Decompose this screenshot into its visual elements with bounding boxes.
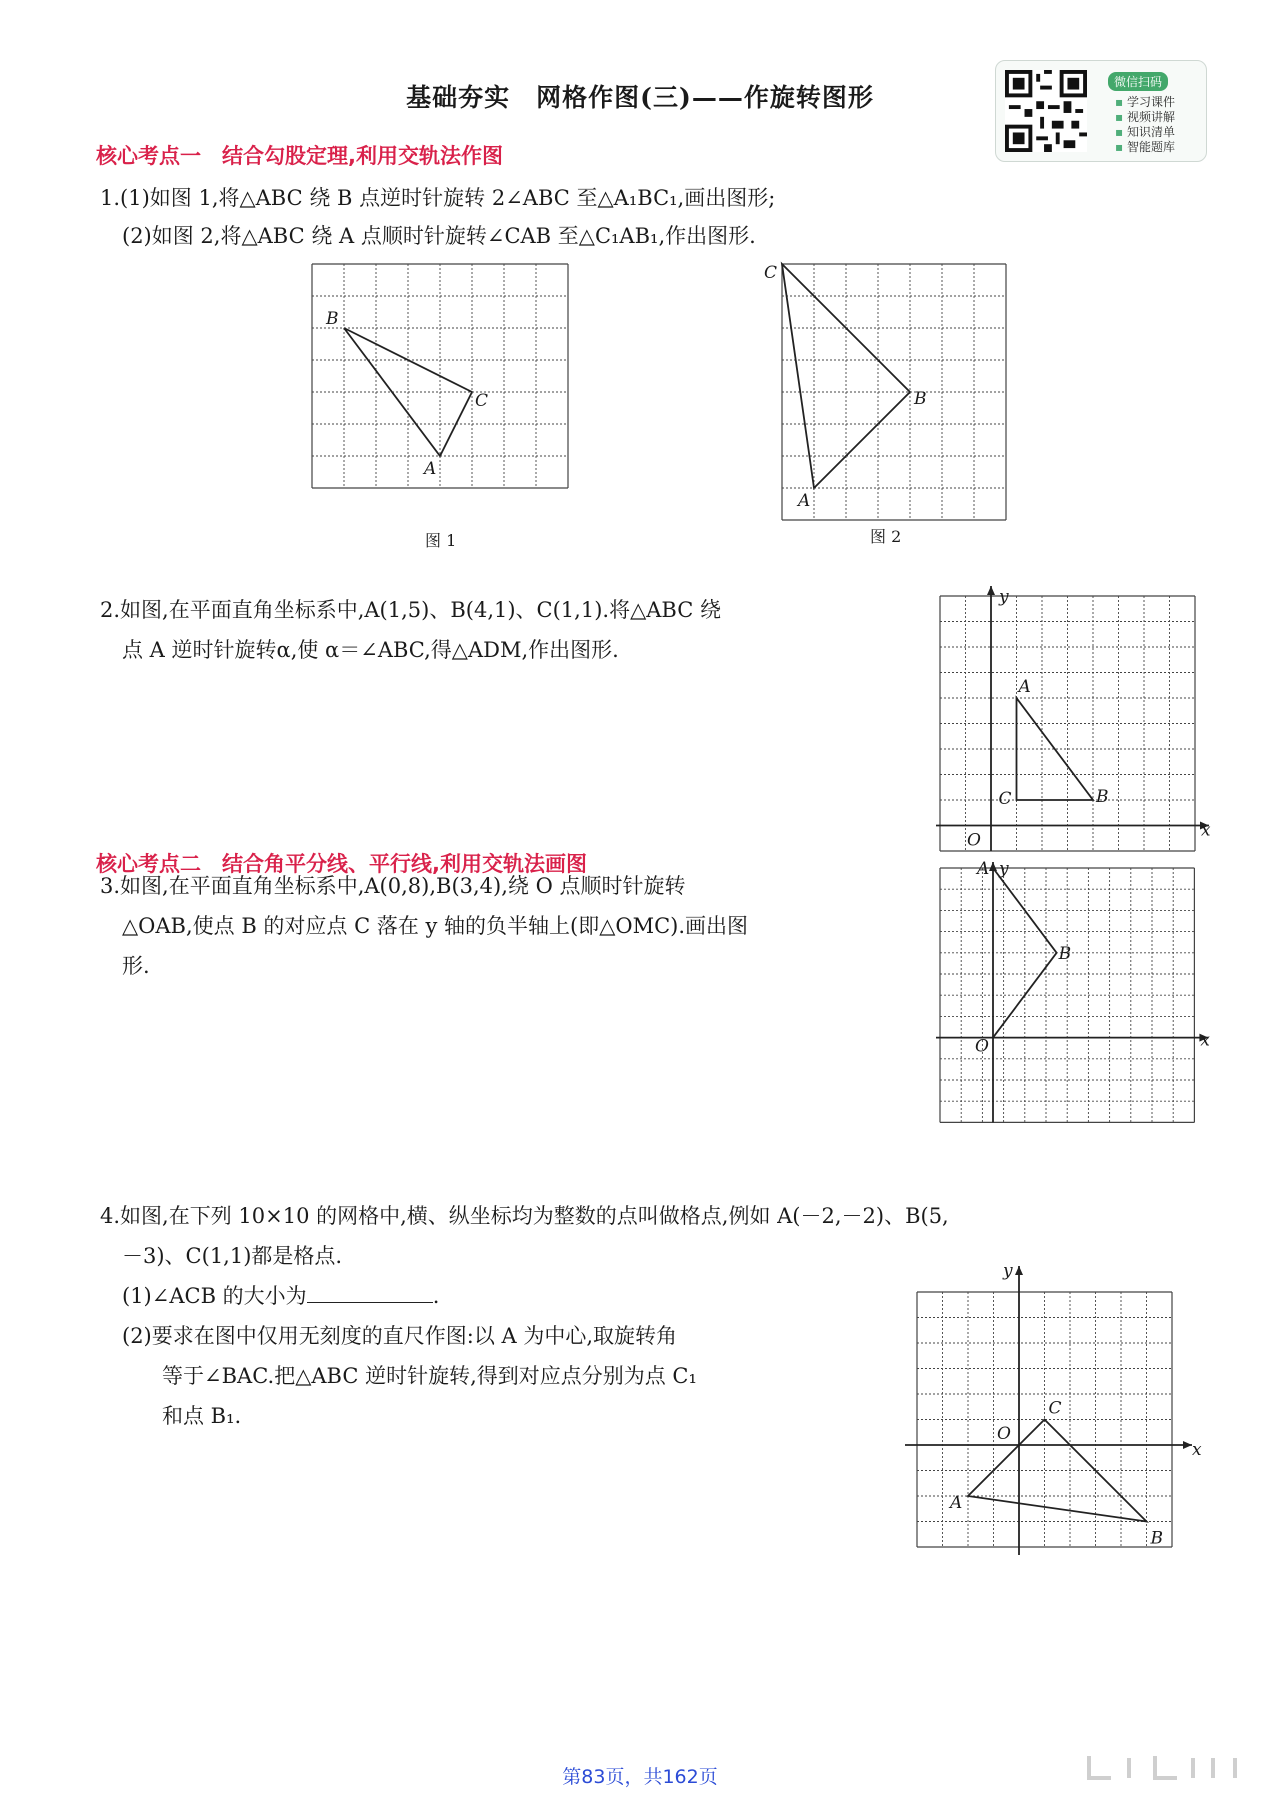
q4-part2-line3: 和点 B₁. (162, 1404, 242, 1428)
point-label-o: O (997, 1424, 1011, 1444)
y-axis-arrow-icon (989, 862, 997, 871)
q4-part1 (122, 1276, 439, 1316)
point-label-a: A (798, 491, 811, 511)
point-label-y: y (999, 859, 1009, 879)
q2-line2: 点 A 逆时针旋转α,使 α＝∠ABC,得△ADM,作出图形. (122, 638, 619, 662)
q4-part1-end: . (432, 1284, 440, 1308)
point-label-b: B (1150, 1528, 1163, 1549)
page-title: 基础夯实 网格作图(三)——作旋转图形 (406, 83, 874, 112)
q4-line1: 4.如图,在下列 10×10 的网格中,横、纵坐标均为整数的点叫做格点,例如 A(－2,－2)、B(5, (100, 1204, 949, 1228)
point-label-a: A (1018, 677, 1031, 697)
qr-header: 微信扫码 (1108, 72, 1168, 91)
q4-part2-line2: 等于∠BAC.把△ABC 逆时针旋转,得到对应点分别为点 C₁ (162, 1364, 697, 1388)
q1-line1: 1.(1)如图 1,将△ABC 绕 B 点逆时针旋转 2∠ABC 至△A₁BC₁,画出图形; (100, 186, 776, 210)
q2-line1: 2.如图,在平面直角坐标系中,A(1,5)、B(4,1)、C(1,1).将△ABC 绕 (100, 598, 721, 622)
q4-line2: －3)、C(1,1)都是格点. (122, 1244, 343, 1268)
qr-item: ▪ 知识清单 (1115, 125, 1175, 140)
point-label-o: O (967, 830, 981, 851)
q3-line3: 形. (122, 954, 150, 978)
point-label-b: B (326, 309, 339, 329)
scanner-edge-decoration (1085, 1750, 1255, 1786)
q3-coordinate-grid (938, 859, 1210, 1126)
q3-line2: △OAB,使点 B 的对应点 C 落在 y 轴的负半轴上(即△OMC).画出图 (122, 914, 749, 938)
y-axis-arrow-icon (987, 586, 995, 595)
point-label-c: C (998, 789, 1012, 809)
q4-part2-line1: (2)要求在图中仅用无刻度的直尺作图:以 A 为中心,取旋转角 (122, 1324, 678, 1348)
figure-2-caption: 图 2 (870, 527, 902, 546)
figure-2-grid (764, 262, 1010, 522)
q3-line1: 3.如图,在平面直角坐标系中,A(0,8),B(3,4),绕 O 点顺时针旋转 (100, 874, 686, 898)
point-label-b: B (914, 389, 927, 409)
qr-item: ▪ 视频讲解 (1115, 110, 1175, 125)
page-number: 第83页，共162页 (562, 1766, 718, 1788)
x-axis-arrow-icon (1183, 1441, 1192, 1449)
section-heading-1: 核心考点一 结合勾股定理,利用交轨法作图 (96, 144, 503, 168)
q2-coordinate-grid (938, 587, 1211, 854)
y-axis-arrow-icon (1015, 1266, 1023, 1275)
point-label-y: y (999, 587, 1009, 607)
point-label-a: A (424, 459, 437, 479)
figure-1-grid (310, 262, 570, 522)
answer-blank[interactable] (307, 1278, 433, 1303)
point-label-b: B (1096, 787, 1109, 807)
qr-feature-list (1115, 95, 1175, 155)
q4-part1-text: (1)∠ACB 的大小为 (122, 1284, 307, 1308)
point-label-y: y (1003, 1261, 1013, 1281)
point-label-c: C (1048, 1398, 1062, 1419)
point-label-a: A (977, 859, 990, 879)
section-heading-2: 核心考点二 结合角平分线、平行线,利用交轨法画图 (96, 852, 587, 876)
qr-item: ▪ 学习课件 (1115, 95, 1175, 110)
point-label-x: x (1200, 1030, 1210, 1051)
qr-code-icon[interactable] (1005, 70, 1087, 152)
q4-coordinate-grid (905, 1261, 1202, 1562)
point-label-c: C (475, 391, 489, 411)
q1-line2: (2)如图 2,将△ABC 绕 A 点顺时针旋转∠CAB 至△C₁AB₁,作出图形. (122, 224, 756, 248)
point-label-x: x (1201, 820, 1211, 841)
figure-1-caption: 图 1 (425, 531, 457, 550)
qr-item: ▪ 智能题库 (1115, 140, 1175, 155)
point-label-x: x (1192, 1440, 1202, 1460)
point-label-b: B (1058, 943, 1072, 964)
point-label-a: A (950, 1493, 963, 1513)
point-label-c: C (764, 263, 778, 283)
point-label-o: O (975, 1036, 989, 1057)
